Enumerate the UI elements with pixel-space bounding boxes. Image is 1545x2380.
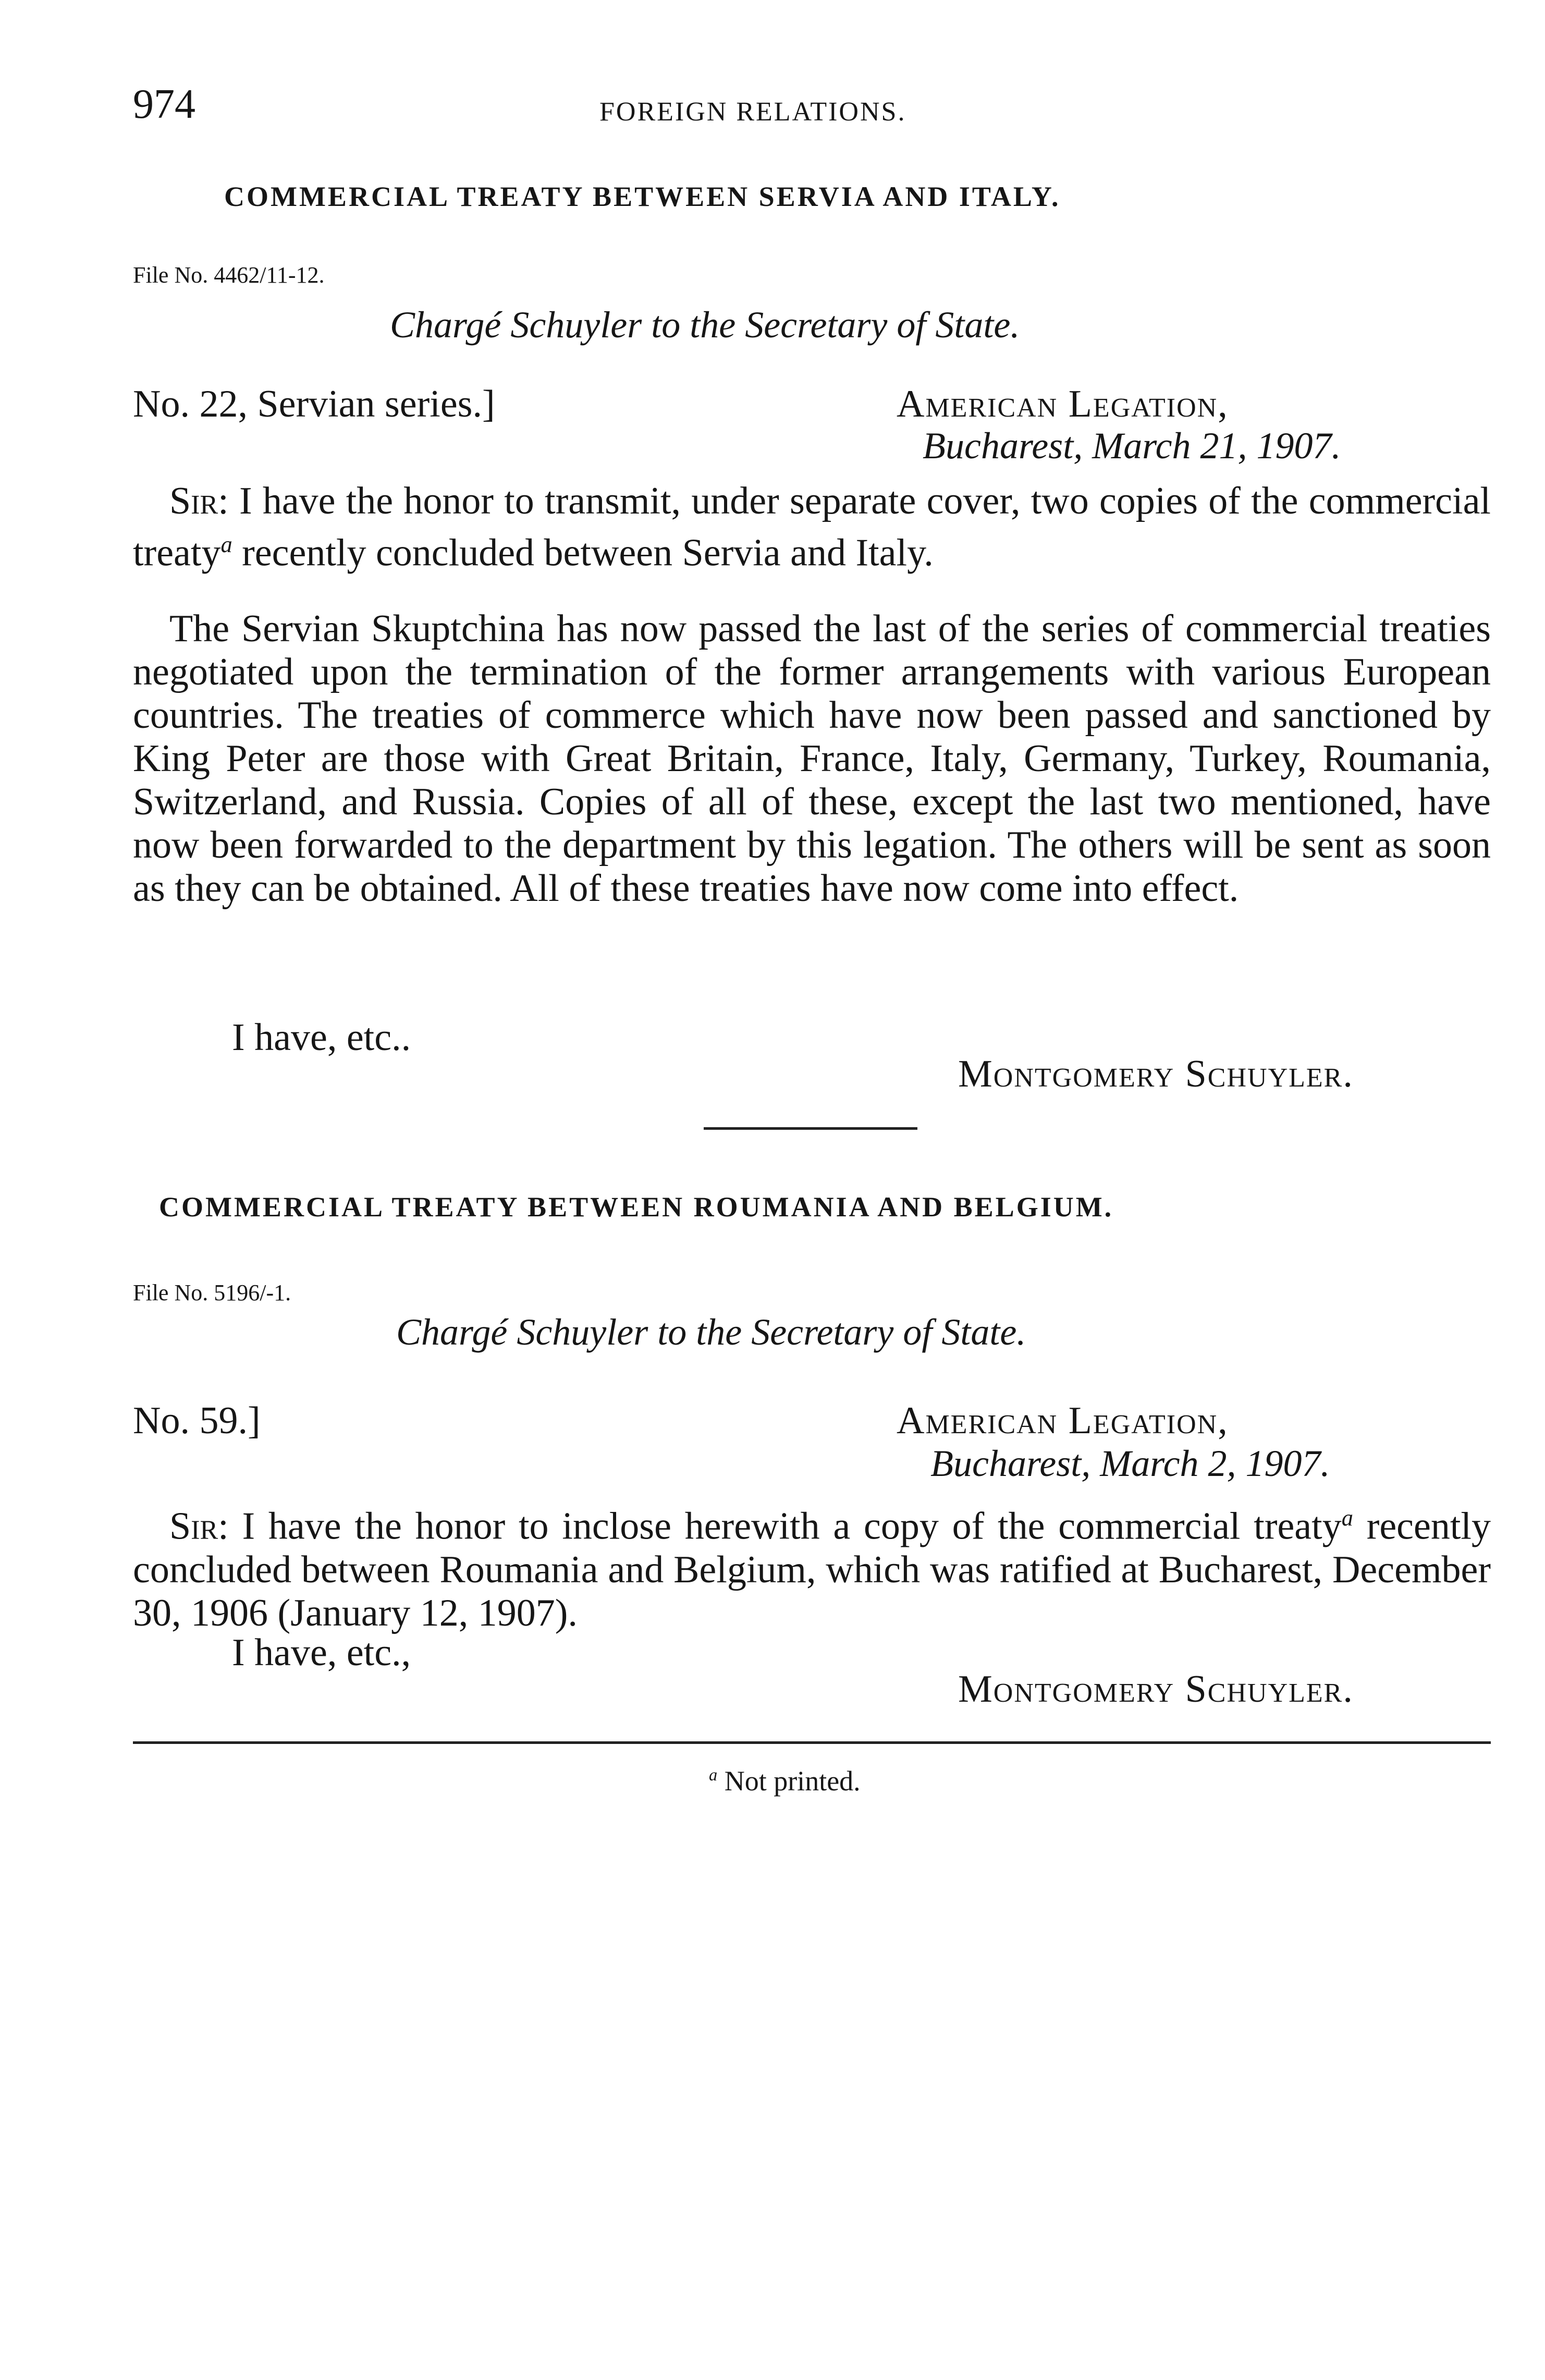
- letter-subheading: Chargé Schuyler to the Secretary of State.: [390, 304, 1020, 346]
- letter-paragraph: [133, 1496, 1491, 1635]
- footnote-rule: [133, 1741, 1491, 1744]
- footnote-text: Not printed.: [717, 1765, 861, 1797]
- footnote-marker: a: [220, 531, 232, 557]
- section-heading-servia-italy: COMMERCIAL TREATY BETWEEN SERVIA AND ITALY.: [224, 181, 1061, 212]
- letter-subheading: Chargé Schuyler to the Secretary of State.: [396, 1311, 1026, 1353]
- paragraph-text: : I have the honor to transmit, under separate cover, two copies of the commercial treaty: [133, 480, 1491, 575]
- place-date: Bucharest, March 21, 1907.: [923, 425, 1341, 467]
- legation-name: American Legation,: [897, 383, 1229, 425]
- despatch-number: No. 22, Servian series.]: [133, 383, 495, 425]
- signature: Montgomery Schuyler.: [958, 1053, 1354, 1095]
- section-heading-roumania-belgium: COMMERCIAL TREATY BETWEEN ROUMANIA AND BELGIUM.: [159, 1191, 1114, 1223]
- file-number: File No. 4462/11-12.: [133, 262, 325, 288]
- closing-formula: I have, etc.,: [232, 1631, 411, 1674]
- signature: Montgomery Schuyler.: [958, 1668, 1354, 1711]
- closing-formula: I have, etc..: [232, 1016, 411, 1059]
- running-head: FOREIGN RELATIONS.: [599, 97, 906, 127]
- salutation: Sir: [169, 1505, 218, 1548]
- file-number: File No. 5196/-1.: [133, 1280, 291, 1305]
- despatch-number: No. 59.]: [133, 1399, 261, 1442]
- letter-paragraph: [133, 480, 1491, 575]
- paragraph-text: : I have the honor to inclose herewith a copy of the commercial treaty: [218, 1505, 1342, 1548]
- footnote-marker: a: [709, 1766, 718, 1785]
- section-divider: [704, 1127, 917, 1130]
- place-date: Bucharest, March 2, 1907.: [930, 1443, 1330, 1484]
- footnote: [709, 1757, 861, 1799]
- paragraph-text-rest: recently concluded between Roumania and Belgium, which was ratified at Bucharest, December 30, 1906 (January 12, 1907).: [133, 1505, 1491, 1634]
- salutation: Sir: [169, 480, 218, 522]
- paragraph-text-rest: recently concluded between Servia and Italy.: [232, 531, 934, 575]
- page-number: 974: [133, 81, 195, 127]
- letter-paragraph-2: The Servian Skuptchina has now passed the last of the series of commercial treaties negotiated upon the termination of the former arrangements with various European countries. The treaties of commerce which have now been passed and sanctioned by King Peter are those with Great Britain, France, Italy, Germany, Turkey, Roumania, Switzerland, and Russia. Copies of all of these, except the last two mentioned, have now been forwarded to the department by this legation. The others will be sent as soon as they can be obtained. All of these treaties have now come into effect.: [133, 607, 1491, 910]
- footnote-marker: a: [1341, 1505, 1353, 1531]
- legation-name: American Legation,: [897, 1399, 1229, 1442]
